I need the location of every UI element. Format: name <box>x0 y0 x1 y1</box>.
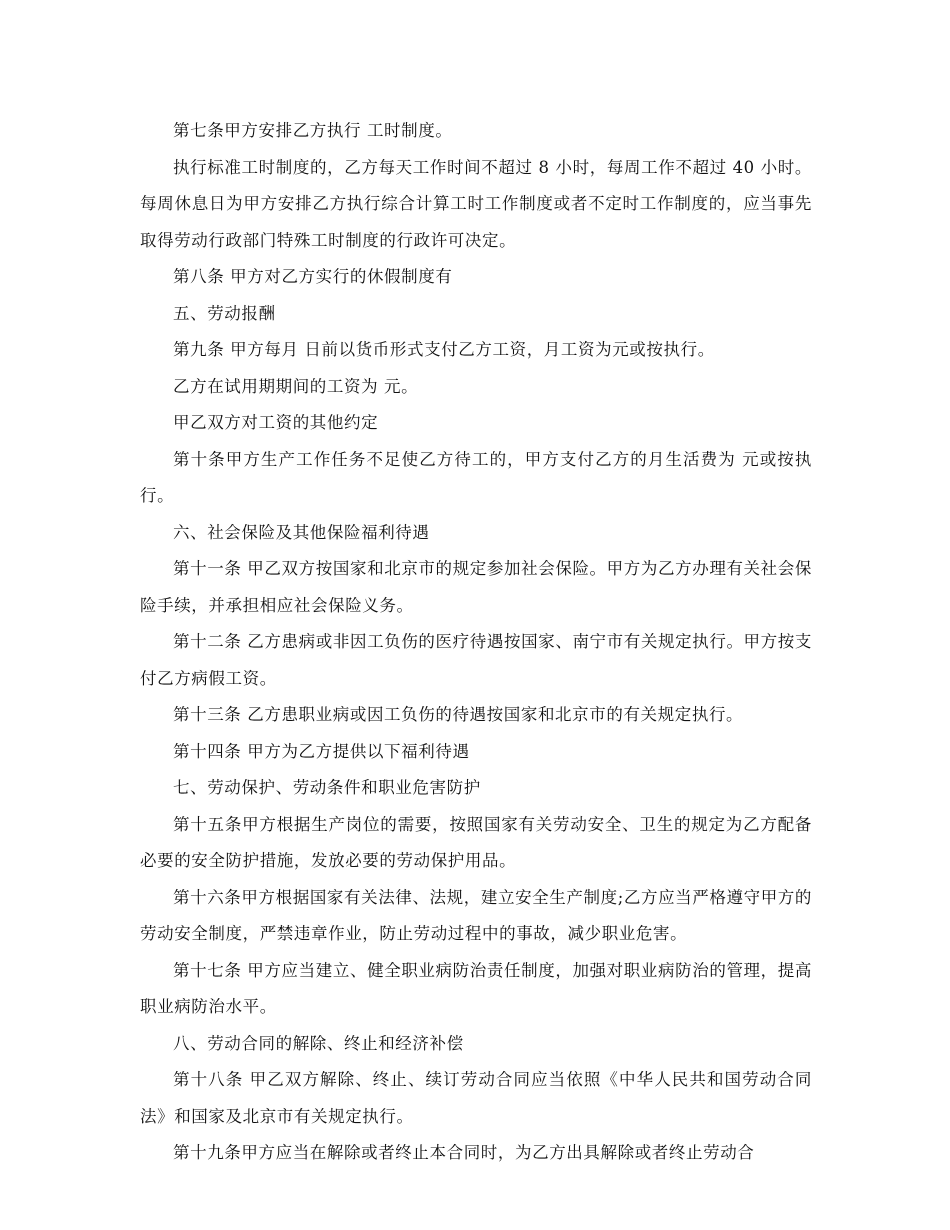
section-heading: 六、社会保险及其他保险福利待遇 <box>173 522 430 542</box>
paragraph: 甲乙双方对工资的其他约定 <box>173 413 379 432</box>
paragraph: 第十九条甲方应当在解除或者终止本合同时，为乙方出具解除或者终止劳动合 <box>173 1143 755 1162</box>
section-heading: 八、劳动合同的解除、终止和经济补偿 <box>173 1033 464 1053</box>
paragraph: 执行标准工时制度的，乙方每天工作时间不超过 8 小时，每周工作不超过 40 小时。每周休息日为甲方安排乙方执行综合计算工时工作制度或者不定时工作制度的，应当事先取得劳动行政部门特殊工时制度的行政许可决定。 <box>140 157 812 250</box>
paragraph: 第十三条 乙方患职业病或因工负伤的待遇按国家和北京市的有关规定执行。 <box>173 705 744 724</box>
paragraph: 第十五条甲方根据生产岗位的需要，按照国家有关劳动安全、卫生的规定为乙方配备必要的安全防护措施，发放必要的劳动保护用品。 <box>140 814 812 870</box>
paragraph: 第十条甲方生产工作任务不足使乙方待工的，甲方支付乙方的月生活费为 元或按执行。 <box>140 449 812 505</box>
paragraph: 第十二条 乙方患病或非因工负伤的医疗待遇按国家、南宁市有关规定执行。甲方按支付乙方病假工资。 <box>140 632 812 688</box>
paragraph: 乙方在试用期期间的工资为 元。 <box>173 376 419 396</box>
paragraph: 第十六条甲方根据国家有关法律、法规，建立安全生产制度;乙方应当严格遵守甲方的劳动安全制度，严禁违章作业，防止劳动过程中的事故，减少职业危害。 <box>140 887 812 943</box>
paragraph: 第十四条 甲方为乙方提供以下福利待遇 <box>173 741 470 761</box>
paragraph: 第十七条 甲方应当建立、健全职业病防治责任制度，加强对职业病防治的管理，提高职业病防治水平。 <box>140 960 812 1016</box>
paragraph: 第七条甲方安排乙方执行 工时制度。 <box>173 121 453 140</box>
document-body <box>140 113 812 1172</box>
paragraph: 第十一条 甲乙双方按国家和北京市的规定参加社会保险。甲方为乙方办理有关社会保险手续，并承担相应社会保险义务。 <box>140 559 812 615</box>
paragraph: 第八条 甲方对乙方实行的休假制度有 <box>173 267 453 286</box>
paragraph: 第九条 甲方每月 日前以货币形式支付乙方工资，月工资为元或按执行。 <box>173 340 715 359</box>
section-heading: 七、劳动保护、劳动条件和职业危害防护 <box>173 778 481 797</box>
section-heading: 五、劳动报酬 <box>173 303 276 323</box>
paragraph: 第十八条 甲乙双方解除、终止、续订劳动合同应当依照《中华人民共和国劳动合同法》和国家及北京市有关规定执行。 <box>140 1070 812 1126</box>
